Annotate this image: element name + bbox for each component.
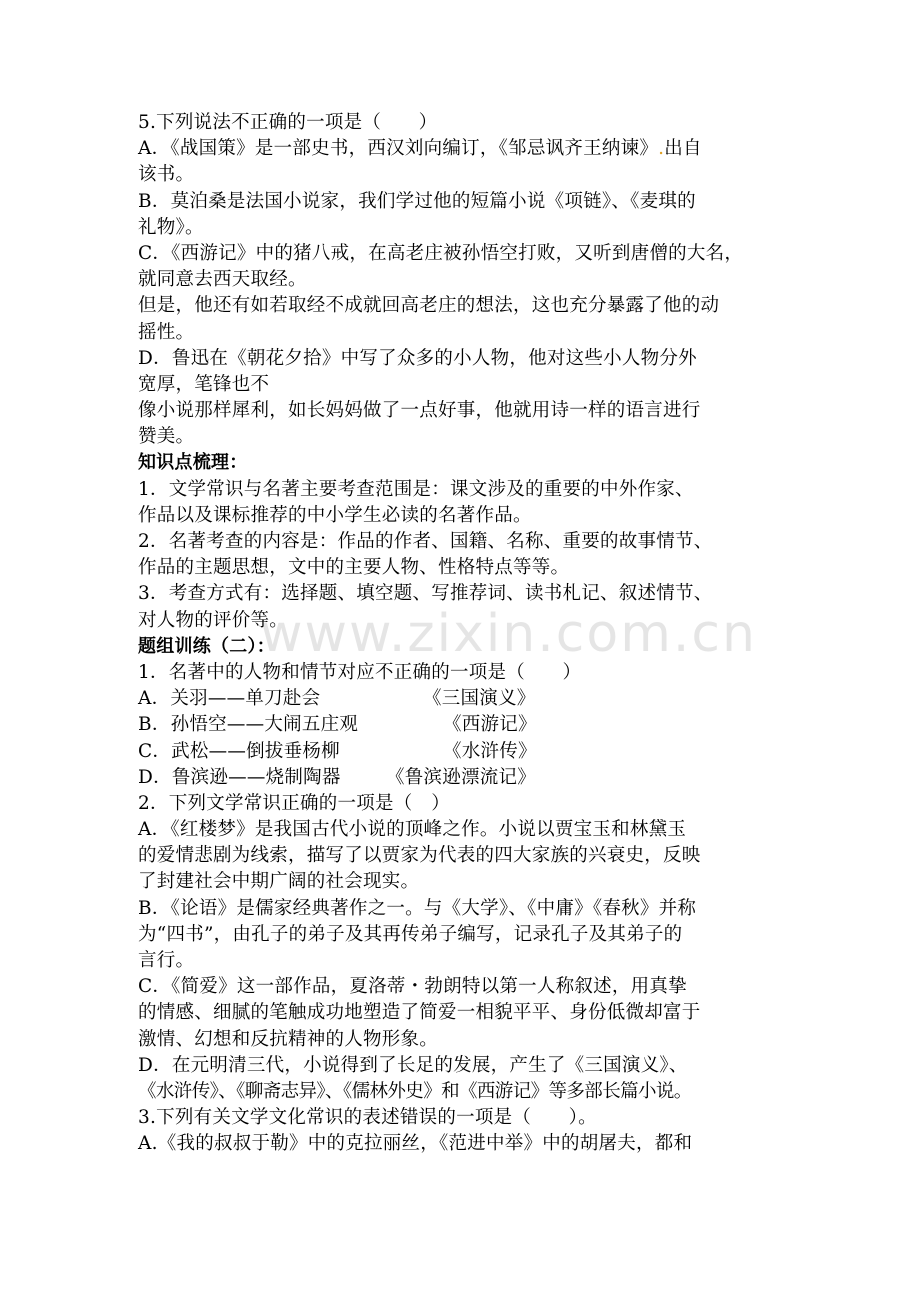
text-line: 对人物的评价等。 <box>138 609 289 631</box>
text-line: 2．下列文学常识正确的一项是（ ） <box>138 792 451 814</box>
text-line: 作品的主题思想，文中的主要人物、性格特点等等。 <box>138 557 570 579</box>
section-heading: 题组训练（二）： <box>138 635 275 657</box>
text-line: 宽厚，笔锋也不 <box>138 373 270 395</box>
text-line: 礼物》。 <box>138 216 204 238</box>
text-segment: A．《战国策》是一部史书，西汉刘向编订，《邹忌讽齐王纳谏》 <box>138 138 659 160</box>
option-line <box>138 739 783 765</box>
document-body <box>138 110 783 1158</box>
text-line: 的爱情悲剧为线索，描写了以贾家为代表的四大家族的兴衰史，反映 <box>138 845 701 867</box>
section-heading: 知识点梳理： <box>138 452 248 474</box>
option-book: 《水浒传》 <box>443 740 537 762</box>
text-line: B．《论语》是儒家经典著作之一。与《大学》、《中庸》《春秋》并称 <box>138 897 697 919</box>
option-line <box>138 712 783 738</box>
text-line: 就同意去西天取经。 <box>138 269 307 291</box>
option-text: B．孙悟空——大闹五庄观 <box>138 714 359 736</box>
option-text: A．关羽——单刀赴会 <box>138 688 321 710</box>
option-line <box>138 765 783 791</box>
text-line: D．在元明清三代，小说得到了长足的发展，产生了《三国演义》、 <box>138 1054 688 1076</box>
option-line <box>138 686 783 712</box>
option-book: 《西游记》 <box>443 714 537 736</box>
highlight-mark: . <box>658 138 665 160</box>
text-line: 但是，他还有如若取经不成就回高老庄的想法，这也充分暴露了他的动 <box>138 295 720 317</box>
text-line: 激情、幻想和反抗精神的人物形象。 <box>138 1028 439 1050</box>
text-line: A．《红楼梦》是我国古代小说的顶峰之作。小说以贾宝玉和林黛玉 <box>138 819 687 841</box>
option-text: C．武松——倒拔垂杨柳 <box>138 740 340 762</box>
text-line: 5.下列说法不正确的一项是（ ） <box>138 112 438 133</box>
text-line: 1．名著中的人物和情节对应不正确的一项是（ ） <box>138 661 582 683</box>
text-line: 《水浒传》、《聊斋志异》、《儒林外史》和《西游记》等多部长篇小说。 <box>138 1080 692 1102</box>
text-line <box>138 136 783 162</box>
text-line: B．莫泊桑是法国小说家，我们学过他的短篇小说《项链》、《麦琪的 <box>138 190 696 212</box>
text-line: 赞美。 <box>138 426 195 448</box>
text-segment: 出自 <box>664 138 702 160</box>
text-line: 的情感、细腻的笔触成功地塑造了简爱一相貌平平、身份低微却富于 <box>138 1002 701 1024</box>
text-line: 像小说那样犀利，如长妈妈做了一点好事，他就用诗一样的语言进行 <box>138 400 701 422</box>
text-line: C．《西游记》中的猪八戒，在高老庄被孙悟空打败，又听到唐僧的大名， <box>138 242 744 264</box>
option-text: D．鲁滨逊——烧制陶器 <box>138 766 341 788</box>
text-line: 2．名著考查的内容是：作品的作者、国籍、名称、重要的故事情节、 <box>138 531 713 552</box>
text-line: 言行。 <box>138 950 195 971</box>
option-book: 《鲁滨逊漂流记》 <box>386 766 537 788</box>
text-line: 摇性。 <box>138 321 195 343</box>
text-line: 3.下列有关文学文化常识的表述错误的一项是（ ）。 <box>138 1107 597 1129</box>
text-line: 1．文学常识与名著主要考查范围是：课文涉及的重要的中外作家、 <box>138 478 694 500</box>
text-line: D．鲁迅在《朝花夕拾》中写了众多的小人物，他对这些小人物分外 <box>138 347 697 369</box>
text-line: A.《我的叔叔于勒》中的克拉丽丝，《范进中举》中的胡屠夫，都和 <box>138 1133 693 1155</box>
text-line: 作品以及课标推荐的中小学生必读的名著作品。 <box>138 504 532 526</box>
option-book: 《三国演义》 <box>423 688 536 710</box>
text-line: 3．考查方式有：选择题、填空题、写推荐词、读书札记、叙述情节、 <box>138 583 713 605</box>
text-line: 了封建社会中期广阔的社会现实。 <box>138 871 420 893</box>
text-line: 该书。 <box>138 164 195 186</box>
text-line: 为“四书”，由孔子的弟子及其再传弟子编写，记录孔子及其弟子的 <box>138 923 683 945</box>
watermark-text: www.zixin.com.cn <box>260 604 757 664</box>
text-line: C．《简爱》这一部作品，夏洛蒂・勃朗特以第一人称叙述，用真挚 <box>138 976 687 998</box>
